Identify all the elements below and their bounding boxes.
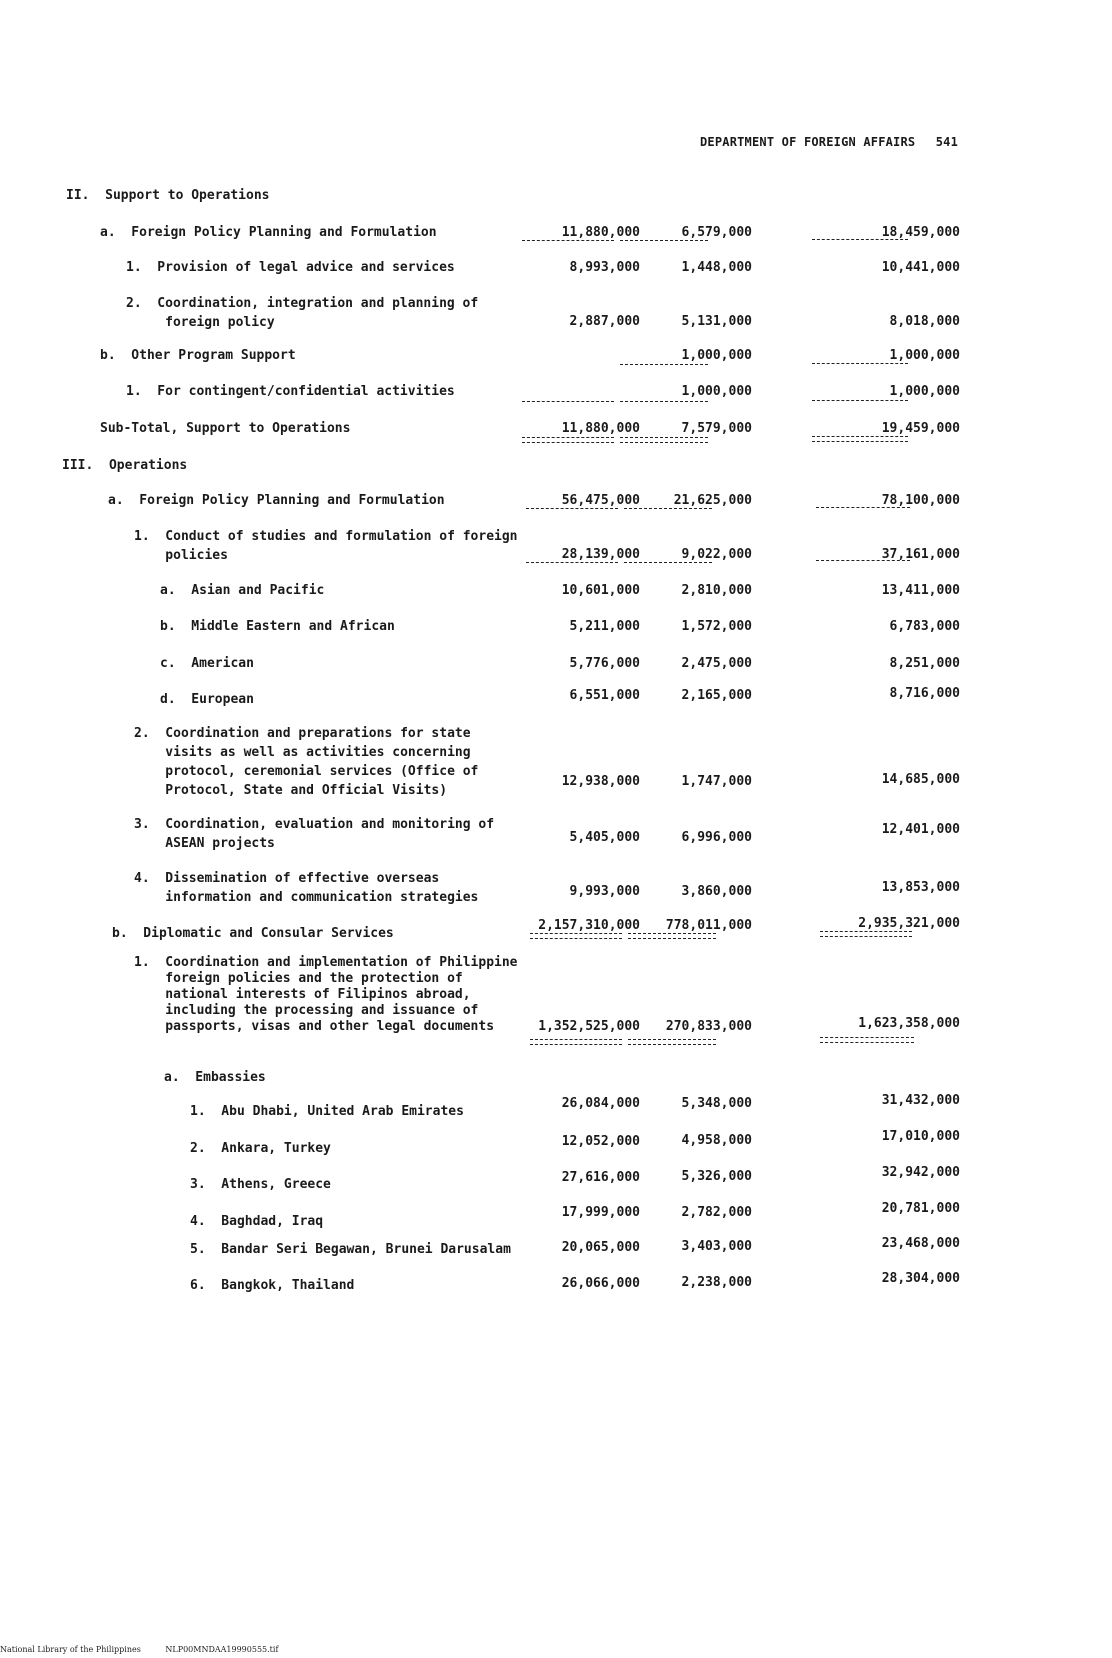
row-label: III. Operations xyxy=(62,458,188,473)
underline-rule xyxy=(530,938,622,939)
row-label: b. Other Program Support xyxy=(100,348,296,363)
row-label: 1. Coordination and implementation of Philippine foreign policies and the protection of national interests of Filipinos abroad, including the processing and issuance of passports, visas and other legal documents xyxy=(134,955,518,1034)
row-label: II. Support to Operations xyxy=(66,188,270,203)
underline-rule xyxy=(628,933,716,934)
row-label: a. Foreign Policy Planning and Formulation xyxy=(108,493,445,508)
row-label: 1. Abu Dhabi, United Arab Emirates xyxy=(190,1104,464,1119)
underline-rule xyxy=(620,442,708,443)
underline-rule xyxy=(620,401,708,402)
row-label: 6. Bangkok, Thailand xyxy=(190,1278,355,1293)
cell-current-operating: 5,211,000 xyxy=(569,619,640,634)
cell-maintenance: 2,238,000 xyxy=(681,1275,752,1290)
cell-total: 28,304,000 xyxy=(881,1271,960,1286)
cell-maintenance: 270,833,000 xyxy=(665,1019,752,1034)
row-label: c. American xyxy=(160,656,254,671)
cell-total: 1,000,000 xyxy=(889,348,960,363)
underline-rule xyxy=(526,562,618,563)
cell-total: 13,411,000 xyxy=(881,583,960,598)
cell-total: 1,623,358,000 xyxy=(858,1016,960,1031)
underline-rule xyxy=(522,240,614,241)
cell-current-operating: 2,887,000 xyxy=(569,314,640,329)
cell-current-operating: 27,616,000 xyxy=(561,1170,640,1185)
row-label: d. European xyxy=(160,692,254,707)
cell-total: 6,783,000 xyxy=(889,619,960,634)
cell-maintenance: 5,326,000 xyxy=(681,1169,752,1184)
row-label: a. Foreign Policy Planning and Formulation xyxy=(100,225,437,240)
cell-total: 31,432,000 xyxy=(881,1093,960,1108)
row-label: a. Asian and Pacific xyxy=(160,583,325,598)
cell-maintenance: 21,625,000 xyxy=(673,493,752,508)
underline-rule xyxy=(816,507,910,508)
row-label: 5. Bandar Seri Begawan, Brunei Darusalam xyxy=(190,1242,511,1257)
row-label: 1. Conduct of studies and formulation of foreign policies xyxy=(134,529,518,563)
cell-maintenance: 6,996,000 xyxy=(681,830,752,845)
row-label: 1. For contingent/confidential activities xyxy=(126,384,455,399)
cell-total: 78,100,000 xyxy=(881,493,960,508)
underline-rule xyxy=(820,936,912,937)
cell-maintenance: 1,000,000 xyxy=(681,384,752,399)
row-label: 1. Provision of legal advice and services xyxy=(126,260,455,275)
cell-current-operating: 8,993,000 xyxy=(569,260,640,275)
cell-current-operating: 5,405,000 xyxy=(569,830,640,845)
cell-maintenance: 1,747,000 xyxy=(681,774,752,789)
cell-maintenance: 6,579,000 xyxy=(681,225,752,240)
cell-total: 12,401,000 xyxy=(881,822,960,837)
row-label: 2. Ankara, Turkey xyxy=(190,1141,331,1156)
underline-rule xyxy=(812,363,908,364)
cell-maintenance: 2,810,000 xyxy=(681,583,752,598)
cell-current-operating: 26,084,000 xyxy=(561,1096,640,1111)
cell-maintenance: 1,448,000 xyxy=(681,260,752,275)
footer-library: National Library of the Philippines xyxy=(0,1645,141,1654)
cell-total: 23,468,000 xyxy=(881,1236,960,1251)
underline-rule xyxy=(530,1044,622,1045)
cell-current-operating: 9,993,000 xyxy=(569,884,640,899)
cell-total: 1,000,000 xyxy=(889,384,960,399)
cell-current-operating: 11,880,000 xyxy=(561,421,640,436)
underline-rule xyxy=(522,437,614,438)
underline-rule xyxy=(820,1042,914,1043)
underline-rule xyxy=(624,508,712,509)
underline-rule xyxy=(620,437,708,438)
underline-rule xyxy=(526,508,618,509)
cell-maintenance: 9,022,000 xyxy=(681,547,752,562)
page-header xyxy=(700,135,958,149)
row-label: b. Middle Eastern and African xyxy=(160,619,395,634)
row-label: 2. Coordination, integration and planning of foreign policy xyxy=(126,296,479,330)
underline-rule xyxy=(530,933,622,934)
footer-file-id: NLP00MNDAA19990555.tif xyxy=(165,1645,279,1654)
cell-total: 10,441,000 xyxy=(881,260,960,275)
cell-total: 19,459,000 xyxy=(881,421,960,436)
cell-maintenance: 1,572,000 xyxy=(681,619,752,634)
cell-current-operating: 12,938,000 xyxy=(561,774,640,789)
cell-current-operating: 56,475,000 xyxy=(561,493,640,508)
row-label: a. Embassies xyxy=(164,1070,266,1085)
row-label: 3. Coordination, evaluation and monitoring of ASEAN projects xyxy=(134,817,495,851)
cell-current-operating: 11,880,000 xyxy=(561,225,640,240)
underline-rule xyxy=(628,938,716,939)
cell-maintenance: 4,958,000 xyxy=(681,1133,752,1148)
cell-maintenance: 3,860,000 xyxy=(681,884,752,899)
cell-total: 37,161,000 xyxy=(881,547,960,562)
cell-maintenance: 3,403,000 xyxy=(681,1239,752,1254)
page-number: 541 xyxy=(935,135,958,149)
row-label: 2. Coordination and preparations for state visits as well as activities concerning protocol, ceremonial services (Office of Protocol, State and Official Visits) xyxy=(134,726,479,798)
underline-rule xyxy=(522,401,614,402)
cell-current-operating: 12,052,000 xyxy=(561,1134,640,1149)
underline-rule xyxy=(620,240,708,241)
underline-rule xyxy=(812,239,908,240)
underline-rule xyxy=(812,436,908,437)
cell-total: 13,853,000 xyxy=(881,880,960,895)
cell-current-operating: 28,139,000 xyxy=(561,547,640,562)
cell-maintenance: 7,579,000 xyxy=(681,421,752,436)
cell-current-operating: 2,157,310,000 xyxy=(538,918,640,933)
cell-current-operating: 1,352,525,000 xyxy=(538,1019,640,1034)
cell-total: 18,459,000 xyxy=(881,225,960,240)
cell-current-operating: 26,066,000 xyxy=(561,1276,640,1291)
cell-total: 8,251,000 xyxy=(889,656,960,671)
underline-rule xyxy=(530,1039,622,1040)
cell-total: 20,781,000 xyxy=(881,1201,960,1216)
underline-rule xyxy=(816,560,910,561)
cell-maintenance: 5,348,000 xyxy=(681,1096,752,1111)
cell-total: 8,018,000 xyxy=(889,314,960,329)
header-title: DEPARTMENT OF FOREIGN AFFAIRS xyxy=(700,135,916,149)
underline-rule xyxy=(820,931,912,932)
cell-current-operating: 6,551,000 xyxy=(569,688,640,703)
underline-rule xyxy=(812,441,908,442)
underline-rule xyxy=(628,1044,716,1045)
cell-maintenance: 778,011,000 xyxy=(665,918,752,933)
cell-current-operating: 10,601,000 xyxy=(561,583,640,598)
underline-rule xyxy=(624,562,712,563)
row-label: 4. Dissemination of effective overseas information and communication strategies xyxy=(134,871,479,905)
underline-rule xyxy=(522,442,614,443)
cell-total: 2,935,321,000 xyxy=(858,916,960,931)
underline-rule xyxy=(812,400,908,401)
cell-total: 8,716,000 xyxy=(889,686,960,701)
cell-total: 32,942,000 xyxy=(881,1165,960,1180)
cell-maintenance: 2,165,000 xyxy=(681,688,752,703)
cell-current-operating: 20,065,000 xyxy=(561,1240,640,1255)
cell-maintenance: 2,475,000 xyxy=(681,656,752,671)
row-label: 3. Athens, Greece xyxy=(190,1177,331,1192)
row-label: 4. Baghdad, Iraq xyxy=(190,1214,324,1229)
cell-total: 14,685,000 xyxy=(881,772,960,787)
cell-maintenance: 1,000,000 xyxy=(681,348,752,363)
row-label: b. Diplomatic and Consular Services xyxy=(112,926,394,941)
cell-maintenance: 2,782,000 xyxy=(681,1205,752,1220)
underline-rule xyxy=(820,1037,914,1038)
scan-footer xyxy=(0,1645,300,1654)
row-label: Sub-Total, Support to Operations xyxy=(100,421,351,436)
cell-total: 17,010,000 xyxy=(881,1129,960,1144)
underline-rule xyxy=(620,364,708,365)
cell-current-operating: 5,776,000 xyxy=(569,656,640,671)
cell-current-operating: 17,999,000 xyxy=(561,1205,640,1220)
underline-rule xyxy=(628,1039,716,1040)
cell-maintenance: 5,131,000 xyxy=(681,314,752,329)
